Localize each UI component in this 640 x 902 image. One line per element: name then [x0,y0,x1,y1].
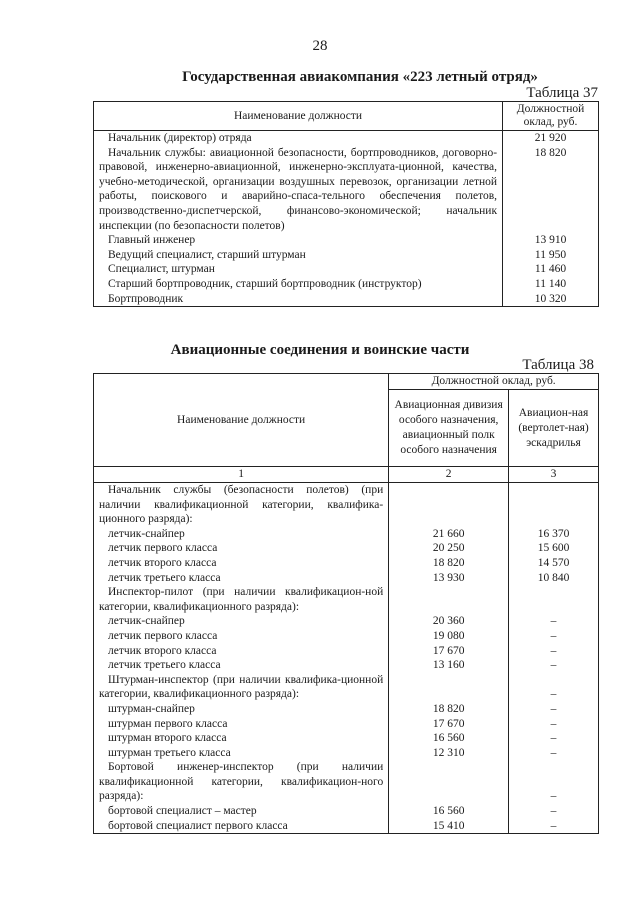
position-name: штурман-снайпер [94,702,389,717]
table-row [94,527,599,542]
position-name: Начальник службы (безопасности полетов) (при наличии квалификационной категории, квалифика-ционного разряда): [94,483,389,527]
table-row [94,146,599,234]
position-name: штурман первого класса [94,717,389,732]
table-row [94,248,599,263]
table-38 [93,373,599,834]
table-row [94,658,599,673]
position-name: Начальник (директор) отряда [94,131,503,146]
table-row [94,731,599,746]
salary-division [389,585,509,614]
table-row [94,760,599,804]
table-row [94,746,599,761]
salary-squadron [509,483,599,527]
salary-division: 13 930 [389,571,509,586]
header-position-name: Наименование должности [94,102,503,131]
table-row [94,556,599,571]
header-salary: Должностной оклад, руб. [503,102,599,131]
position-name: Старший бортпроводник, старший бортпроводник (инструктор) [94,277,503,292]
position-name: Бортпроводник [94,292,503,307]
salary-division: 17 670 [389,717,509,732]
table-row [94,262,599,277]
salary-division: 18 820 [389,702,509,717]
position-name: летчик первого класса [94,541,389,556]
salary-division [389,673,509,702]
salary-squadron: – [509,644,599,659]
position-name: летчик первого класса [94,629,389,644]
position-name: Бортовой инженер-инспектор (при наличии квалификационной категории, квалификацион-ного разряда): [94,760,389,804]
salary-squadron: – [509,731,599,746]
salary-squadron: – [509,629,599,644]
header-salary-group: Должностной оклад, руб. [389,374,599,390]
salary-division: 16 560 [389,731,509,746]
table-row [94,702,599,717]
table-row [94,277,599,292]
salary-division: 19 080 [389,629,509,644]
position-name: бортовой специалист – мастер [94,804,389,819]
table-row [94,614,599,629]
salary-squadron: – [509,819,599,834]
position-name: Инспектор-пилот (при наличии квалификацион-ной категории, квалификационного разряда): [94,585,389,614]
salary-value: 11 460 [503,262,599,277]
header-position-name: Наименование должности [94,374,389,467]
table-row [94,673,599,702]
salary-squadron: – [509,673,599,702]
salary-division: 20 360 [389,614,509,629]
table-row [94,571,599,586]
salary-squadron: – [509,658,599,673]
salary-value: 13 910 [503,233,599,248]
salary-squadron: – [509,717,599,732]
position-name: штурман третьего класса [94,746,389,761]
table-row [94,585,599,614]
salary-division: 16 560 [389,804,509,819]
salary-squadron: 15 600 [509,541,599,556]
position-name: штурман второго класса [94,731,389,746]
table-row [94,819,599,834]
position-name: Ведущий специалист, старший штурман [94,248,503,263]
salary-squadron: – [509,804,599,819]
salary-division: 20 250 [389,541,509,556]
table-37-label: Таблица 37 [526,85,598,101]
salary-value: 18 820 [503,146,599,234]
position-name: летчик второго класса [94,556,389,571]
table-row [94,804,599,819]
salary-division: 18 820 [389,556,509,571]
salary-division [389,483,509,527]
salary-value: 21 920 [503,131,599,146]
table-row [94,233,599,248]
salary-squadron: – [509,614,599,629]
header-aviation-division: Авиационная дивизия особого назначения, авиационный полк особого назначения [389,390,509,467]
salary-division: 13 160 [389,658,509,673]
salary-value: 11 140 [503,277,599,292]
table-38-label: Таблица 38 [522,357,594,373]
table-row [94,717,599,732]
table-38-title: Авиационные соединения и воинские части [170,342,470,358]
salary-division [389,760,509,804]
position-name: Главный инженер [94,233,503,248]
salary-division: 21 660 [389,527,509,542]
position-name: летчик второго класса [94,644,389,659]
salary-value: 11 950 [503,248,599,263]
column-number-1: 1 [94,467,389,483]
header-aviation-squadron: Авиацион-ная (вертолет-ная) эскадрилья [509,390,599,467]
column-number-2: 2 [389,467,509,483]
salary-squadron: 10 840 [509,571,599,586]
salary-squadron: – [509,702,599,717]
table-row [94,483,599,527]
position-name: летчик третьего класса [94,571,389,586]
salary-division: 17 670 [389,644,509,659]
table-37-title: Государственная авиакомпания «223 летный отряд» [182,69,538,85]
page-number: 28 [312,38,328,54]
salary-squadron [509,585,599,614]
salary-division: 15 410 [389,819,509,834]
position-name: Специалист, штурман [94,262,503,277]
table-row [94,629,599,644]
position-name: летчик третьего класса [94,658,389,673]
column-number-3: 3 [509,467,599,483]
position-name: Штурман-инспектор (при наличии квалифика-ционной категории, квалификационного разряда): [94,673,389,702]
salary-value: 10 320 [503,292,599,307]
position-name: летчик-снайпер [94,527,389,542]
table-37 [93,101,599,307]
salary-squadron: 14 570 [509,556,599,571]
table-row [94,541,599,556]
position-name: Начальник службы: авиационной безопасности, бортпроводников, договорно-правовой, инженерно-авиационной, инженерно-эксплуата-ционной, качества, учебно-методической, организации воздушных перевозок, организации летной работы, поискового и аварийно-спаса-тельного обеспечения полетов, производственно-диспетчерской, финансово-экономической; начальник инспекции (по безопасности полетов) [94,146,503,234]
table-row [94,644,599,659]
table-row [94,131,599,146]
salary-squadron: – [509,746,599,761]
salary-division: 12 310 [389,746,509,761]
salary-squadron: 16 370 [509,527,599,542]
table-row [94,292,599,307]
position-name: летчик-снайпер [94,614,389,629]
salary-squadron: – [509,760,599,804]
position-name: бортовой специалист первого класса [94,819,389,834]
